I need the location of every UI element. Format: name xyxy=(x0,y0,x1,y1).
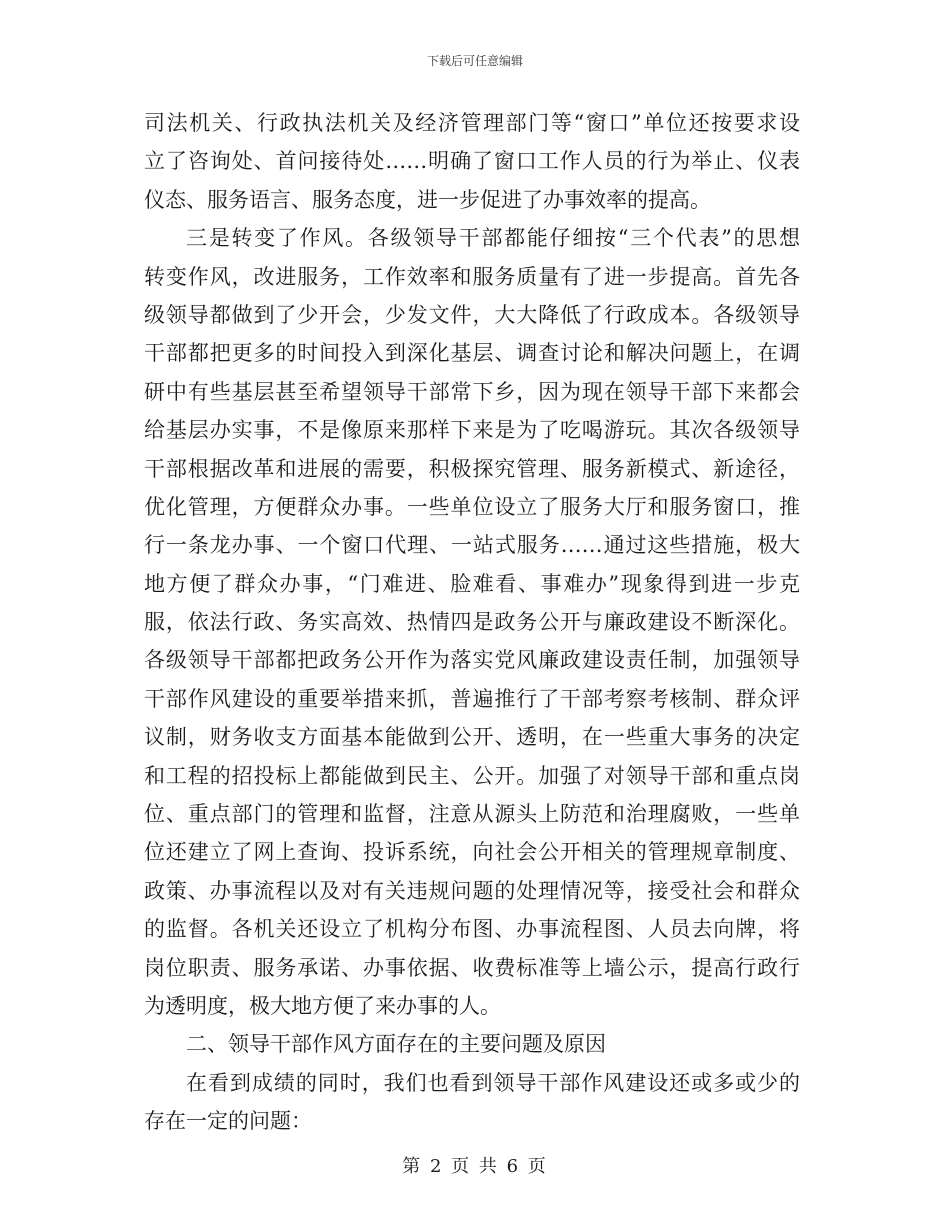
text-line: 岗位职责、服务承诺、办事依据、收费标准等上墙公示，提高行政行 xyxy=(144,955,800,980)
text-line: 各级领导干部都把政务公开作为落实党风廉政建设责任制，加强领导 xyxy=(144,648,800,673)
text-line: 和工程的招投标上都能做到民主、公开。加强了对领导干部和重点岗 xyxy=(144,763,800,788)
text-line: 三是转变了作风。各级领导干部都能仔细按“三个代表”的思想 xyxy=(186,226,800,251)
text-line: 司法机关、行政执法机关及经济管理部门等“窗口”单位还按要求设 xyxy=(144,111,800,135)
text-line: 立了咨询处、首问接待处……明确了窗口工作人员的行为举止、仪表 xyxy=(144,149,800,174)
text-line: 干部根据改革和进展的需要，积极探究管理、服务新模式、新途径， xyxy=(144,456,800,481)
text-line: 为透明度，极大地方便了来办事的人。 xyxy=(144,993,501,1018)
text-line: 级领导都做到了少开会，少发文件，大大降低了行政成本。各级领导 xyxy=(144,302,800,327)
text-line: 位还建立了网上查询、投诉系统，向社会公开相关的管理规章制度、 xyxy=(144,840,800,865)
text-line: 存在一定的问题： xyxy=(144,1109,312,1134)
text-line: 研中有些基层甚至希望领导干部常下乡，因为现在领导干部下来都会 xyxy=(144,379,800,404)
text-line: 干部作风建设的重要举措来抓，普遍推行了干部考察考核制、群众评 xyxy=(144,686,800,711)
text-line: 地方便了群众办事，“门难进、脸难看、事难办”现象得到进一步克 xyxy=(144,571,800,596)
text-line: 政策、办事流程以及对有关违规问题的处理情况等，接受社会和群众 xyxy=(144,878,800,903)
text-line: 议制，财务收支方面基本能做到公开、透明，在一些重大事务的决定 xyxy=(144,725,800,750)
text-line: 仪态、服务语言、服务态度，进一步促进了办事效率的提高。 xyxy=(144,187,711,212)
text-line: 行一条龙办事、一个窗口代理、一站式服务……通过这些措施，极大 xyxy=(144,533,800,558)
text-line: 给基层办实事，不是像原来那样下来是为了吃喝游玩。其次各级领导 xyxy=(144,418,800,443)
text-line: 干部都把更多的时间投入到深化基层、调查讨论和解决问题上，在调 xyxy=(144,341,800,366)
text-line: 位、重点部门的管理和监督，注意从源头上防范和治理腐败，一些单 xyxy=(144,802,800,827)
page-header: 下载后可任意编辑 xyxy=(426,54,523,68)
text-line: 转变作风，改进服务，工作效率和服务质量有了进一步提高。首先各 xyxy=(144,264,800,289)
document-body xyxy=(144,104,800,1141)
text-line: 二、领导干部作风方面存在的主要问题及原因 xyxy=(186,1032,606,1057)
text-line: 的监督。各机关还设立了机构分布图、办事流程图、人员去向牌，将 xyxy=(144,917,800,942)
text-line: 在看到成绩的同时，我们也看到领导干部作风建设还或多或少的 xyxy=(186,1070,800,1095)
text-line: 服，依法行政、务实高效、热情四是政务公开与廉政建设不断深化。 xyxy=(144,610,800,635)
page-footer: 第 2 页 共 6 页 xyxy=(402,1156,548,1177)
text-line: 优化管理，方便群众办事。一些单位设立了服务大厅和服务窗口，推 xyxy=(144,494,800,519)
